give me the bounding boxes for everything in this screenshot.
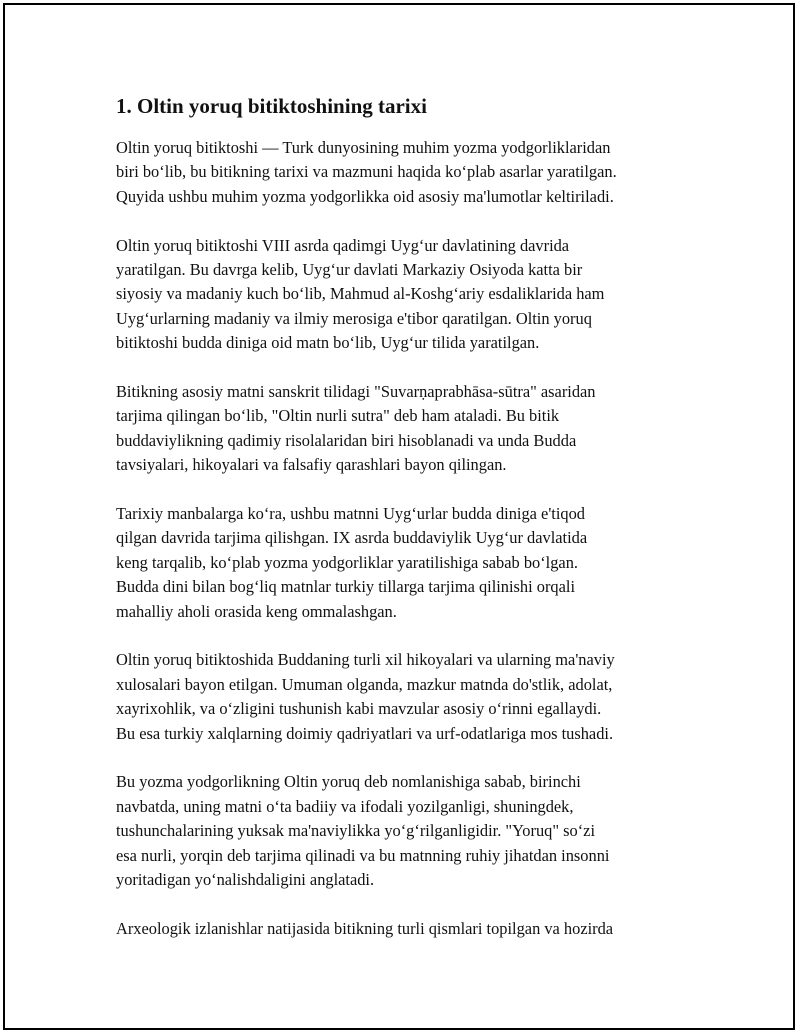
paragraph-7 — [116, 917, 696, 941]
text-line: Budda dini bilan bog‘liq matnlar turkiy tillarga tarjima qilinishi orqali — [116, 577, 576, 597]
text-line: tushunchalarining yuksak ma'naviylikka yo‘g‘rilganligidir. "Yoruq" so‘zi — [116, 821, 596, 841]
text-line: navbatda, uning matni o‘ta badiiy va ifodali yozilganligi, shuningdek, — [116, 796, 574, 816]
text-line: tarjima qilingan bo‘lib, "Oltin nurli sutra" deb ham ataladi. Bu bitik — [116, 406, 560, 426]
paragraph-1 — [116, 136, 696, 209]
document-body — [116, 93, 696, 966]
paragraph-5 — [116, 648, 696, 746]
text-line: Uyg‘urlarning madaniy va ilmiy merosiga e'tibor qaratilgan. Oltin yoruq — [116, 308, 592, 328]
text-line: esa nurli, yorqin deb tarjima qilinadi va bu matnning ruhiy jihatdan insonni — [116, 845, 610, 865]
text-line: Oltin yoruq bitiktoshi VIII asrda qadimgi Uyg‘ur davlatining davrida — [116, 235, 570, 255]
text-line: Bitikning asosiy matni sanskrit tilidagi "Suvarṇaprabhāsa-sūtra" asaridan — [116, 382, 596, 402]
text-line: tavsiyalari, hikoyalari va falsafiy qarashlari bayon qilingan. — [116, 455, 507, 475]
text-line: bitiktoshi budda diniga oid matn bo‘lib, Uyg‘ur tilida yaratilgan. — [116, 333, 540, 353]
text-line: Oltin yoruq bitiktoshi — Turk dunyosining muhim yozma yodgorliklaridan — [116, 138, 611, 157]
text-line: Oltin yoruq bitiktoshida Buddaning turli xil hikoyalari va ularning ma'naviy — [116, 650, 615, 670]
text-line: siyosiy va madaniy kuch bo‘lib, Mahmud al-Koshg‘ariy esdaliklarida ham — [116, 284, 605, 304]
text-line: buddaviylikning qadimiy risolalaridan biri hisoblanadi va unda Budda — [116, 430, 577, 450]
section-title: 1. Oltin yoruq bitiktoshining tarixi — [116, 94, 427, 118]
text-line: Arxeologik izlanishlar natijasida bitikning turli qismlari topilgan va hozirda — [116, 918, 614, 938]
text-line: Tarixiy manbalarga ko‘ra, ushbu matnni Uyg‘urlar budda diniga e'tiqod — [116, 504, 585, 524]
paragraph-3 — [116, 380, 696, 478]
paragraph-4 — [116, 502, 696, 624]
paragraph-6 — [116, 770, 696, 892]
text-line: yoritadigan yo‘nalishdaligini anglatadi. — [116, 870, 375, 890]
text-line: Quyida ushbu muhim yozma yodgorlikka oid asosiy ma'lumotlar keltiriladi. — [116, 186, 614, 206]
text-line: Bu esa turkiy xalqlarning doimiy qadriyatlari va urf-odatlariga mos tushadi. — [116, 723, 614, 743]
text-line: Bu yozma yodgorlikning Oltin yoruq deb nomlanishiga sabab, birinchi — [116, 772, 581, 792]
text-line: keng tarqalib, ko‘plab yozma yodgorliklar yaratilishiga sabab bo‘lgan. — [116, 552, 578, 572]
paragraph-2 — [116, 234, 696, 356]
text-line: biri bo‘lib, bu bitikning tarixi va mazmuni haqida ko‘plab asarlar yaratilgan. — [116, 162, 617, 182]
text-line: mahalliy aholi orasida keng ommalashgan. — [116, 601, 397, 621]
text-line: xulosalari bayon etilgan. Umuman olganda, mazkur matnda do'stlik, adolat, — [116, 674, 613, 694]
text-line: qilgan davrida tarjima qilishgan. IX asrda buddaviylik Uyg‘ur davlatida — [116, 528, 588, 548]
text-line: xayrixohlik, va o‘zligini tushunish kabi mavzular asosiy o‘rinni egallaydi. — [116, 699, 602, 719]
text-line: yaratilgan. Bu davrga kelib, Uyg‘ur davlati Markaziy Osiyoda katta bir — [116, 260, 583, 280]
